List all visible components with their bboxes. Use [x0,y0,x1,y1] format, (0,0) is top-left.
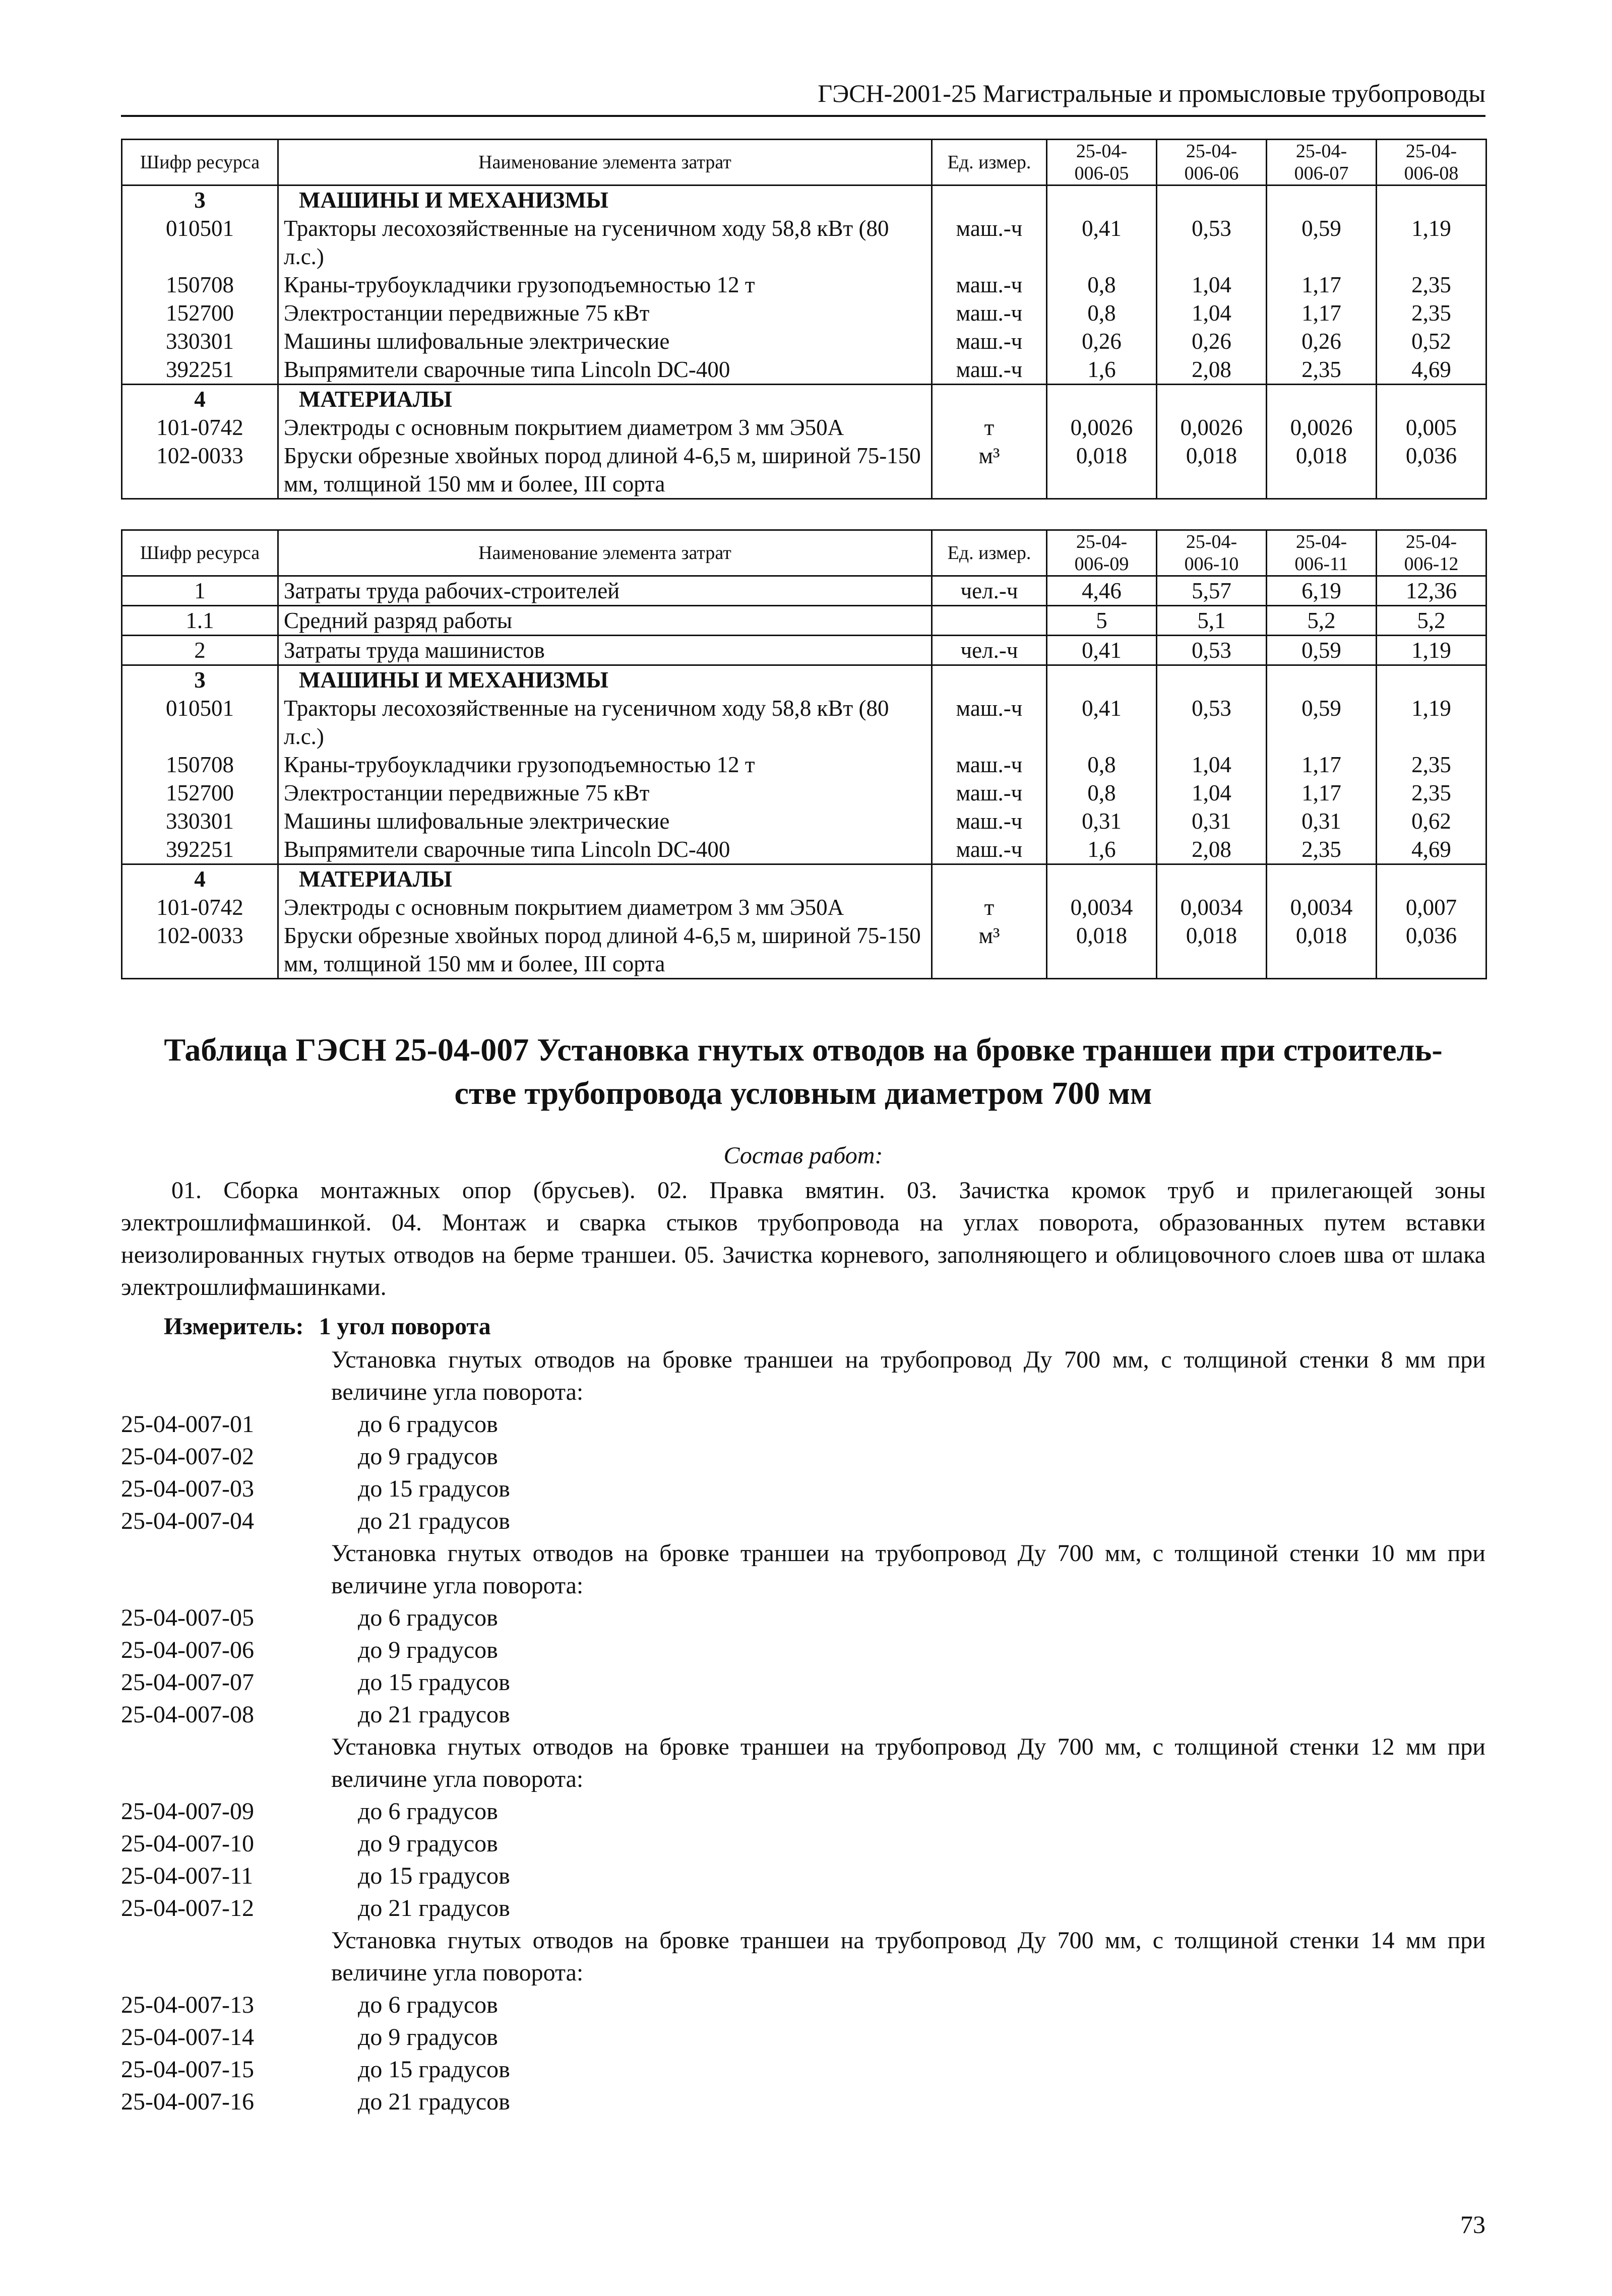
unit: маш.-ч [932,807,1047,835]
value-cell [1377,185,1486,215]
value-cell: 1,04 [1157,751,1267,779]
value-cell [1157,185,1267,215]
resource-code: 150708 [122,271,278,299]
resource-name: Выпрямители сварочные типа Lincoln DC-400 [278,355,932,385]
value-cell: 5,57 [1157,576,1267,606]
resource-code: 152700 [122,299,278,327]
value-cell: 0,26 [1047,327,1157,355]
column-header-line: 006-12 [1404,553,1459,575]
item-text: до 9 градусов [358,1443,498,1470]
value-cell: 0,018 [1047,921,1157,979]
unit [932,665,1047,695]
unit: маш.-ч [932,327,1047,355]
unit [932,606,1047,636]
value-cell: 1,04 [1157,271,1267,299]
list-item [121,1795,1485,1828]
unit: маш.-ч [932,779,1047,807]
unit [932,185,1047,215]
column-header-line: 25-04- [1295,531,1347,552]
item-text: до 21 градусов [358,1701,510,1728]
table-2-body [122,576,1486,979]
table-title-line-2: стве трубопровода условным диаметром 700 мм [454,1075,1152,1111]
resource-code: 102-0033 [122,921,278,979]
value-cell: 0,0034 [1267,893,1377,921]
table-row [122,271,1486,299]
value-cell: 2,08 [1157,835,1267,864]
item-code: 25-04-007-13 [121,1992,254,2018]
value-cell: 12,36 [1377,576,1486,606]
value-cell: 0,005 [1377,413,1486,442]
section-row [122,185,1486,215]
value-cell: 0,036 [1377,921,1486,979]
unit [932,864,1047,894]
header-row [122,530,1486,576]
list-item [121,1408,1485,1441]
measure [164,1311,491,1343]
table-row [122,442,1486,499]
item-code: 25-04-007-12 [121,1895,254,1921]
group-heading: Установка гнутых отводов на бровке траншеи на трубопровод Ду 700 мм, с толщиной стенки 12 мм при величине угла поворота: [331,1733,1485,1792]
table-1-body [122,185,1486,499]
value-cell: 6,19 [1267,576,1377,606]
resource-code: 392251 [122,835,278,864]
column-header-line: 006-05 [1074,163,1129,184]
resource-name: Электроды с основным покрытием диаметром 3 мм Э50А [278,413,932,442]
item-text: до 9 градусов [358,2024,498,2051]
item-code: 25-04-007-02 [121,1443,254,1470]
column-header [932,140,1047,185]
value-cell: 1,04 [1157,299,1267,327]
column-header [1047,530,1157,576]
item-text: до 21 градусов [358,2088,510,2115]
value-cell: 0,53 [1157,694,1267,751]
value-cell: 0,59 [1267,694,1377,751]
table-title [121,1028,1485,1115]
resource-code: 3 [122,665,278,695]
group-heading: Установка гнутых отводов на бровке траншеи на трубопровод Ду 700 мм, с толщиной стенки 8 мм при величине угла поворота: [331,1346,1485,1405]
value-cell: 0,0034 [1157,893,1267,921]
column-header-line: 006-08 [1404,163,1459,184]
value-cell: 0,018 [1267,442,1377,499]
column-header-line: 006-07 [1294,163,1349,184]
value-cell: 1,19 [1377,636,1486,665]
value-cell: 1,17 [1267,751,1377,779]
resource-name: Тракторы лесохозяйственные на гусеничном ходу 58,8 кВт (80 л.с.) [278,214,932,271]
unit: чел.-ч [932,576,1047,606]
value-cell: 0,0026 [1047,413,1157,442]
value-cell: 5,1 [1157,606,1267,636]
resource-code: 330301 [122,807,278,835]
resource-name: Электроды с основным покрытием диаметром 3 мм Э50А [278,893,932,921]
table-row [122,214,1486,271]
item-text: до 6 градусов [358,1798,498,1825]
table-title-line-1: Таблица ГЭСН 25-04-007 Установка гнутых отводов на бровке траншеи при строитель- [164,1032,1443,1068]
item-code: 25-04-007-10 [121,1830,254,1857]
table-row [122,355,1486,385]
value-cell [1047,864,1157,894]
column-header [1267,530,1377,576]
value-cell [1157,665,1267,695]
unit: маш.-ч [932,835,1047,864]
resource-code: 1.1 [122,606,278,636]
value-cell: 0,0026 [1157,413,1267,442]
resource-code: 330301 [122,327,278,355]
unit: м³ [932,921,1047,979]
running-header: ГЭСН-2001-25 Магистральные и промысловые трубопроводы [121,76,1485,117]
resource-code: 010501 [122,214,278,271]
unit: маш.-ч [932,299,1047,327]
value-cell: 2,35 [1267,355,1377,385]
table-row [122,893,1486,921]
item-text: до 21 градусов [358,1508,510,1534]
unit: маш.-ч [932,214,1047,271]
resource-code: 4 [122,864,278,894]
list-item [121,1989,1485,2021]
resource-name: МАТЕРИАЛЫ [278,864,932,894]
resource-code: 101-0742 [122,893,278,921]
column-header [932,530,1047,576]
resource-name: Краны-трубоукладчики грузоподъемностью 12 т [278,271,932,299]
value-cell: 0,8 [1047,271,1157,299]
column-header [122,530,278,576]
value-cell: 0,26 [1157,327,1267,355]
value-cell: 0,036 [1377,442,1486,499]
value-cell: 0,62 [1377,807,1486,835]
table-row [122,694,1486,751]
unit: маш.-ч [932,694,1047,751]
header-row [122,140,1486,185]
table-row [122,606,1486,636]
column-header-line: 006-10 [1184,553,1239,575]
value-cell: 2,35 [1377,751,1486,779]
item-code: 25-04-007-11 [121,1863,254,1889]
value-cell [1157,385,1267,414]
value-cell: 0,0034 [1047,893,1157,921]
value-cell: 1,6 [1047,355,1157,385]
value-cell: 5,2 [1267,606,1377,636]
value-cell: 1,17 [1267,299,1377,327]
column-header-line: 006-06 [1184,163,1239,184]
section-row [122,864,1486,894]
column-header-line: 25-04- [1076,141,1128,162]
composition-text: 01. Сборка монтажных опор (брусьев). 02. Правка вмятин. 03. Зачистка кромок труб и прилегающей зоны электрошлифмашинкой. 04. Монтаж и сварка стыков трубопровода на углах поворота, образованных путем вставки неизолированных гнутых отводов на берме траншеи. 05. Зачистка корневого, заполняющего и облицовочного слоев шва от шлака электрошлифмашинками. [121,1177,1485,1300]
item-text: до 15 градусов [358,1475,510,1502]
column-header-line: Ед. измер. [947,152,1031,173]
unit: маш.-ч [932,751,1047,779]
value-cell: 0,52 [1377,327,1486,355]
value-cell: 2,35 [1377,271,1486,299]
value-cell: 1,04 [1157,779,1267,807]
unit: т [932,413,1047,442]
value-cell: 4,69 [1377,835,1486,864]
list-item [121,1441,1485,1473]
column-header-line: 006-11 [1294,553,1348,575]
list-item [121,1828,1485,1860]
resource-name: Краны-трубоукладчики грузоподъемностью 12 т [278,751,932,779]
value-cell: 0,31 [1047,807,1157,835]
group-heading: Установка гнутых отводов на бровке траншеи на трубопровод Ду 700 мм, с толщиной стенки 10 мм при величине угла поворота: [331,1540,1485,1599]
resource-name: Электростанции передвижные 75 кВт [278,299,932,327]
value-cell [1047,665,1157,695]
column-header [1157,530,1267,576]
column-header [1267,140,1377,185]
resource-name: Выпрямители сварочные типа Lincoln DC-400 [278,835,932,864]
item-code: 25-04-007-06 [121,1637,254,1663]
value-cell [1267,385,1377,414]
table-row [122,779,1486,807]
table-2-header [122,530,1486,576]
list-item [121,1473,1485,1505]
value-cell: 0,007 [1377,893,1486,921]
value-cell: 0,59 [1267,214,1377,271]
table-row [122,327,1486,355]
composition-label: Состав работ: [723,1142,883,1169]
resource-name: МАТЕРИАЛЫ [278,385,932,414]
item-code: 25-04-007-14 [121,2024,254,2051]
value-cell: 0,41 [1047,214,1157,271]
value-cell [1047,385,1157,414]
item-text: до 15 градусов [358,1863,510,1889]
unit: т [932,893,1047,921]
column-header-line: Шифр ресурса [140,152,260,173]
column-header [122,140,278,185]
resource-name: Машины шлифовальные электрические [278,327,932,355]
value-cell: 2,08 [1157,355,1267,385]
unit [932,385,1047,414]
column-header-line: Ед. измер. [947,542,1031,564]
list-item [121,2021,1485,2054]
resource-code: 152700 [122,779,278,807]
column-header [1157,140,1267,185]
item-text: до 6 градусов [358,1411,498,1438]
resource-name: Бруски обрезные хвойных пород длиной 4-6,5 м, шириной 75-150 мм, толщиной 150 мм и более, III сорта [278,921,932,979]
value-cell: 0,26 [1267,327,1377,355]
resource-name: Тракторы лесохозяйственные на гусеничном ходу 58,8 кВт (80 л.с.) [278,694,932,751]
item-code: 25-04-007-05 [121,1604,254,1631]
value-cell: 0,0026 [1267,413,1377,442]
section-row [122,665,1486,695]
value-cell: 1,17 [1267,271,1377,299]
list-item [121,2086,1485,2118]
resource-code: 010501 [122,694,278,751]
table-row [122,299,1486,327]
column-header [1377,140,1486,185]
column-header-line: Наименование элемента затрат [478,542,731,564]
column-header-line: 25-04- [1405,531,1457,552]
value-cell [1377,665,1486,695]
item-code: 25-04-007-16 [121,2088,254,2115]
resource-code: 2 [122,636,278,665]
value-cell: 0,018 [1047,442,1157,499]
value-cell: 0,31 [1267,807,1377,835]
resource-name: Бруски обрезные хвойных пород длиной 4-6,5 м, шириной 75-150 мм, толщиной 150 мм и более, III сорта [278,442,932,499]
value-cell: 2,35 [1377,779,1486,807]
item-code: 25-04-007-07 [121,1669,254,1696]
section-row [122,385,1486,414]
resource-code: 392251 [122,355,278,385]
value-cell: 0,8 [1047,751,1157,779]
list-item [121,1602,1485,1634]
resource-code: 101-0742 [122,413,278,442]
value-cell: 1,6 [1047,835,1157,864]
column-header-line: 25-04- [1405,141,1457,162]
page-number: 73 [1460,2210,1485,2239]
list-item [121,2054,1485,2086]
resource-table-2 [121,529,1487,979]
item-text: до 9 градусов [358,1637,498,1663]
resource-code: 102-0033 [122,442,278,499]
resource-name: Средний разряд работы [278,606,932,636]
list-item [121,1666,1485,1699]
value-cell: 0,8 [1047,779,1157,807]
column-header-line: 25-04- [1076,531,1128,552]
value-cell: 1,19 [1377,694,1486,751]
column-header [1377,530,1486,576]
resource-table-1 [121,139,1487,500]
resource-code: 3 [122,185,278,215]
table-row [122,576,1486,606]
table-row [122,807,1486,835]
value-cell: 2,35 [1267,835,1377,864]
value-cell: 0,8 [1047,299,1157,327]
column-header-line: 25-04- [1295,141,1347,162]
unit: маш.-ч [932,355,1047,385]
item-text: до 15 градусов [358,2056,510,2083]
column-header-line: 25-04- [1186,141,1237,162]
value-cell: 0,53 [1157,636,1267,665]
measure-label: Измеритель: [164,1313,304,1340]
table-row [122,921,1486,979]
list-item [121,1892,1485,1925]
value-cell: 0,41 [1047,694,1157,751]
value-cell: 5,2 [1377,606,1486,636]
item-text: до 6 градусов [358,1992,498,2018]
value-cell [1157,864,1267,894]
unit: маш.-ч [932,271,1047,299]
column-header-line: Наименование элемента затрат [478,152,731,173]
item-text: до 15 градусов [358,1669,510,1696]
value-cell: 4,69 [1377,355,1486,385]
value-cell: 0,59 [1267,636,1377,665]
column-header-line: Шифр ресурса [140,542,260,564]
resource-name: МАШИНЫ И МЕХАНИЗМЫ [278,185,932,215]
resource-code: 4 [122,385,278,414]
table-row [122,413,1486,442]
value-cell: 0,018 [1157,442,1267,499]
resource-code: 1 [122,576,278,606]
value-cell: 0,31 [1157,807,1267,835]
item-code: 25-04-007-01 [121,1411,254,1438]
item-code: 25-04-007-08 [121,1701,254,1728]
list-item [121,1860,1485,1892]
value-cell: 2,35 [1377,299,1486,327]
value-cell: 4,46 [1047,576,1157,606]
value-cell [1377,385,1486,414]
group-heading: Установка гнутых отводов на бровке траншеи на трубопровод Ду 700 мм, с толщиной стенки 14 мм при величине угла поворота: [331,1927,1485,1986]
column-header [278,140,932,185]
list-item [121,1634,1485,1666]
column-header [278,530,932,576]
column-header [1047,140,1157,185]
resource-name: Машины шлифовальные электрические [278,807,932,835]
table-row [122,751,1486,779]
measure-value: 1 угол поворота [319,1313,491,1340]
table-1-header [122,140,1486,185]
table-row [122,835,1486,864]
resource-name: Затраты труда машинистов [278,636,932,665]
item-code: 25-04-007-09 [121,1798,254,1825]
value-cell: 0,018 [1157,921,1267,979]
table-row [122,636,1486,665]
value-cell: 0,53 [1157,214,1267,271]
item-text: до 21 градусов [358,1895,510,1921]
item-text: до 6 градусов [358,1604,498,1631]
list-item [121,1505,1485,1537]
unit: м³ [932,442,1047,499]
value-cell: 5 [1047,606,1157,636]
resource-name: МАШИНЫ И МЕХАНИЗМЫ [278,665,932,695]
item-code: 25-04-007-03 [121,1475,254,1502]
value-cell: 1,19 [1377,214,1486,271]
value-cell: 0,018 [1267,921,1377,979]
value-cell [1267,864,1377,894]
column-header-line: 25-04- [1186,531,1237,552]
resource-code: 150708 [122,751,278,779]
value-cell [1267,185,1377,215]
column-header-line: 006-09 [1074,553,1129,575]
resource-name: Электростанции передвижные 75 кВт [278,779,932,807]
item-code: 25-04-007-04 [121,1508,254,1534]
value-cell: 0,41 [1047,636,1157,665]
value-cell [1267,665,1377,695]
work-items-list [121,1344,1485,2118]
value-cell [1047,185,1157,215]
list-item [121,1699,1485,1731]
value-cell [1377,864,1486,894]
unit: чел.-ч [932,636,1047,665]
resource-name: Затраты труда рабочих-строителей [278,576,932,606]
item-text: до 9 градусов [358,1830,498,1857]
item-code: 25-04-007-15 [121,2056,254,2083]
value-cell: 1,17 [1267,779,1377,807]
